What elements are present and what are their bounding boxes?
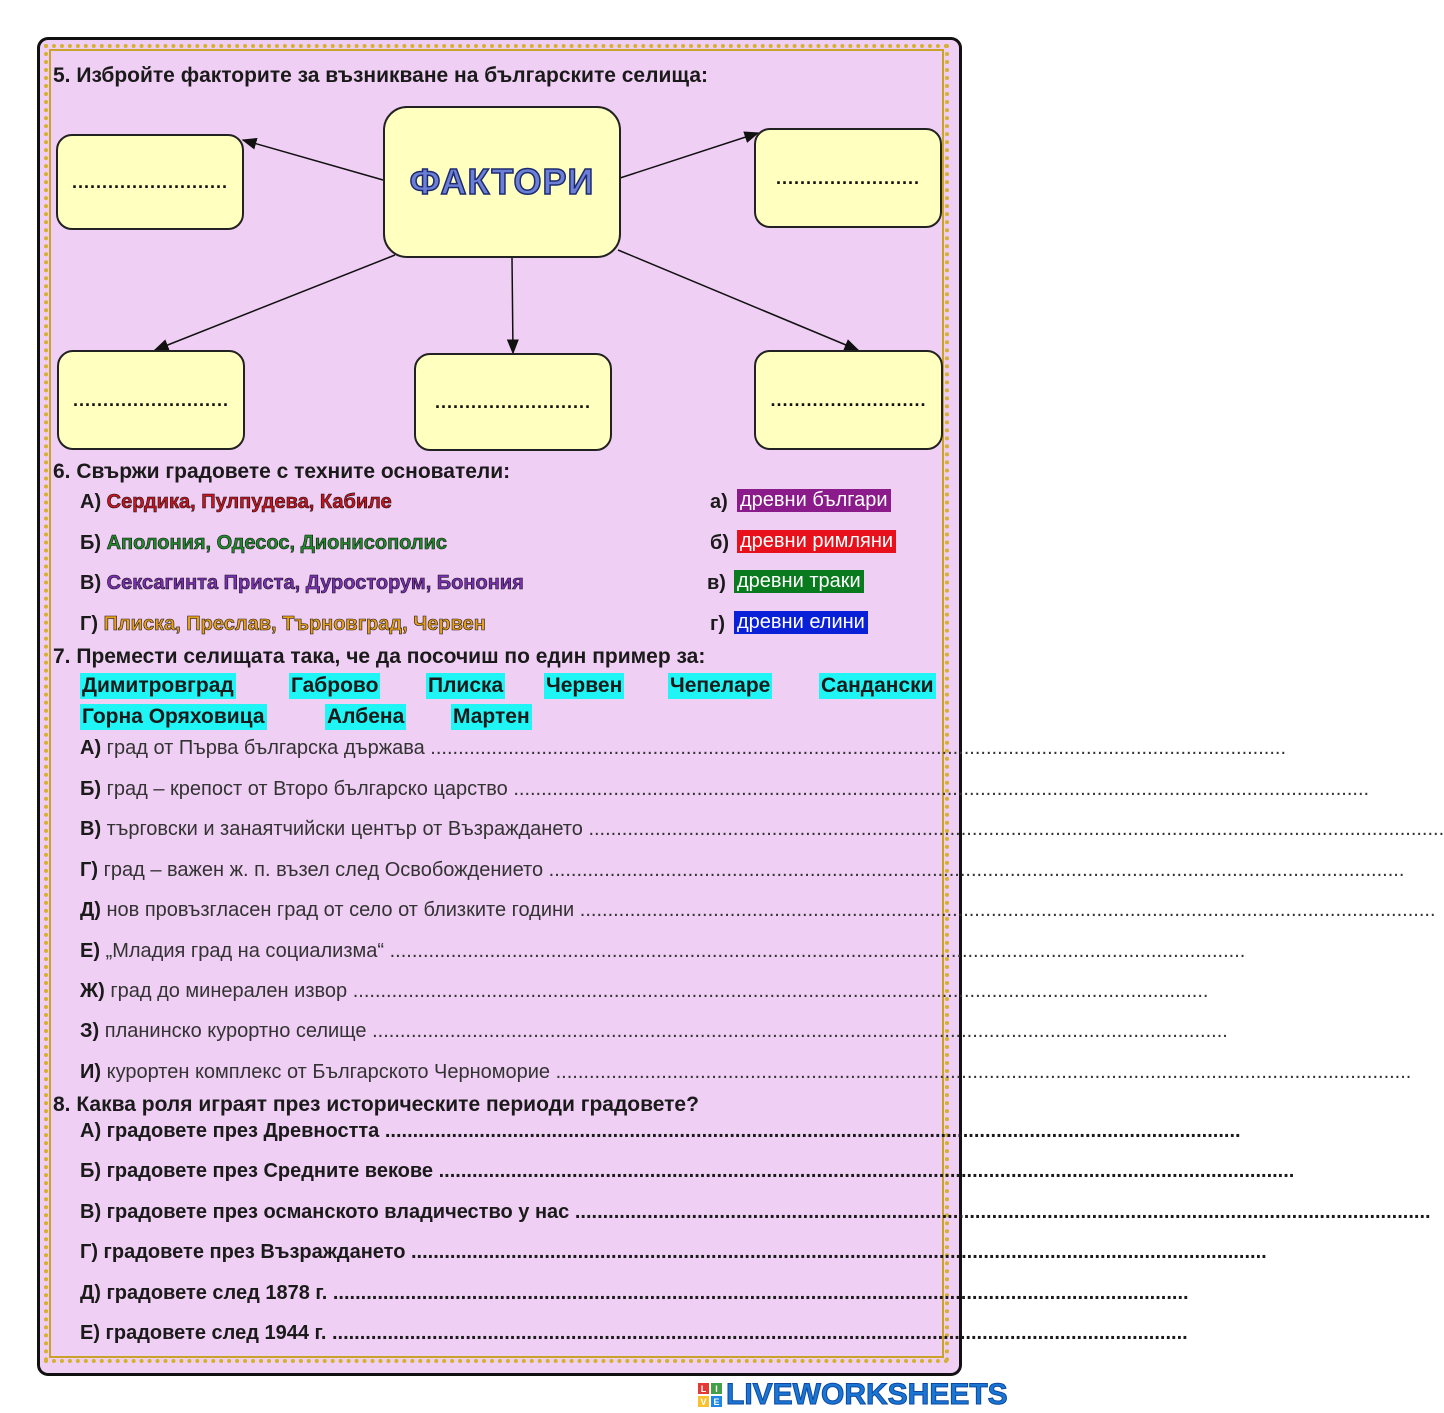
chip-pliska[interactable]: Плиска bbox=[428, 674, 504, 697]
q6-title: 6. Свържи градовете с техните основатели: bbox=[53, 460, 511, 483]
q6-cities-a: Сердика, Пулпудева, Кабиле bbox=[106, 491, 392, 513]
factor-box-4[interactable] bbox=[414, 353, 612, 451]
arrow-top-right bbox=[620, 133, 758, 178]
q6-answer-label-c: в) bbox=[707, 572, 726, 594]
q6-cities-b: Аполония, Одесос, Дионисополис bbox=[106, 532, 447, 554]
q7-item-e[interactable]: Д) нов провъзгласен град от село от близките години .......................................................................................................................................................... bbox=[80, 899, 1436, 921]
q5-title: 5. Избройте факторите за възникване на българските селища: bbox=[53, 64, 708, 87]
q7-title: 7. Премести селищата така, че да посочиш по един пример за: bbox=[53, 645, 706, 668]
arrow-bottom-right bbox=[618, 250, 858, 350]
factors-center-box bbox=[383, 106, 621, 258]
chip-dimitrovgrad[interactable]: Димитровград bbox=[82, 674, 234, 697]
factor-input-1[interactable]: .......................... bbox=[71, 171, 229, 192]
q7-item-a[interactable]: А) град от Първа българска държава .......................................................................................................................................................... bbox=[80, 737, 1287, 759]
q6-answer-c[interactable]: древни траки bbox=[734, 570, 864, 593]
factor-input-2[interactable]: ........................ bbox=[775, 167, 921, 188]
q8-item-b[interactable]: Б) градовете през Средните векове .......................................................................................................................................................... bbox=[80, 1160, 1295, 1182]
factor-input-5[interactable]: .......................... bbox=[770, 389, 927, 410]
q6-row-d: Г) Плиска, Преслав, Търновград, Червен bbox=[80, 613, 486, 635]
q7-item-c[interactable]: В) търговски и занаятчийски център от Възраждането .......................................................................................................................................................... bbox=[80, 818, 1444, 840]
q7-item-d[interactable]: Г) град – важен ж. п. възел след Освобождението .......................................................................................................................................................... bbox=[80, 859, 1405, 881]
q6-row-b: Б) Аполония, Одесос, Дионисополис bbox=[80, 532, 447, 554]
q6-answer-d[interactable]: древни елини bbox=[734, 611, 868, 634]
liveworksheets-logo[interactable] bbox=[698, 1378, 1008, 1412]
chip-marten[interactable]: Мартен bbox=[453, 705, 530, 728]
q8-item-f[interactable]: Е) градовете след 1944 г. .......................................................................................................................................................... bbox=[80, 1322, 1188, 1344]
q7-item-f[interactable]: Е) „Младия град на социализма“ .......................................................................................................................................................... bbox=[80, 940, 1246, 962]
arrow-top-left bbox=[243, 140, 383, 180]
q6-row-c: В) Сексагинта Приста, Дуросторум, Бонония bbox=[80, 572, 524, 594]
q7-item-g[interactable]: Ж) град до минерален извор .......................................................................................................................................................... bbox=[80, 980, 1209, 1002]
q7-item-b[interactable]: Б) град – крепост от Второ българско царство .......................................................................................................................................................... bbox=[80, 778, 1370, 800]
chip-chepelare[interactable]: Чепеларе bbox=[670, 674, 771, 697]
q6-cities-c: Сексагинта Приста, Дуросторум, Бонония bbox=[106, 572, 524, 594]
q6-answer-a[interactable]: древни българи bbox=[737, 489, 891, 512]
chip-cherven[interactable]: Червен bbox=[546, 674, 623, 697]
q8-item-e[interactable]: Д) градовете след 1878 г. .......................................................................................................................................................... bbox=[80, 1282, 1189, 1304]
arrow-bottom-center bbox=[512, 257, 513, 353]
q6-answer-b[interactable]: древни римляни bbox=[737, 530, 896, 553]
factors-title: ФАКТОРИ bbox=[409, 161, 595, 202]
factor-box-5[interactable] bbox=[754, 350, 943, 450]
logo-grid-icon: L I V E bbox=[698, 1383, 722, 1407]
q7-item-i[interactable]: И) курортен комплекс от Българското Черноморие .......................................................................................................................................................... bbox=[80, 1061, 1412, 1083]
logo-text: LIVEWORKSHEETS bbox=[726, 1378, 1008, 1411]
factor-box-1[interactable] bbox=[56, 134, 244, 230]
q6-row-a: А) Сердика, Пулпудева, Кабиле bbox=[80, 491, 392, 513]
factor-box-3[interactable] bbox=[57, 350, 245, 450]
q6-answer-label-d: г) bbox=[710, 613, 725, 635]
factor-input-4[interactable]: .......................... bbox=[434, 391, 592, 412]
q6-cities-d: Плиска, Преслав, Търновград, Червен bbox=[103, 613, 486, 635]
q8-item-d[interactable]: Г) градовете през Възраждането .......................................................................................................................................................... bbox=[80, 1241, 1267, 1263]
q8-item-a[interactable]: А) градовете през Древността .......................................................................................................................................................... bbox=[80, 1120, 1241, 1142]
q6-answer-label-a: а) bbox=[710, 491, 728, 513]
q7-item-h[interactable]: З) планинско курортно селище .......................................................................................................................................................... bbox=[80, 1020, 1228, 1042]
chip-gorna-oryahovitsa[interactable]: Горна Оряховица bbox=[82, 705, 265, 728]
factor-input-3[interactable]: .......................... bbox=[72, 389, 230, 410]
arrow-bottom-left bbox=[155, 255, 395, 350]
chip-gabrovo[interactable]: Габрово bbox=[291, 674, 379, 697]
q8-title: 8. Каква роля играят през историческите периоди градовете? bbox=[53, 1093, 699, 1116]
chip-sandanski[interactable]: Сандански bbox=[821, 674, 934, 697]
q8-item-c[interactable]: В) градовете през османското владичество у нас .......................................................................................................................................................... bbox=[80, 1201, 1431, 1223]
chip-albena[interactable]: Албена bbox=[327, 705, 405, 728]
factor-box-2[interactable] bbox=[754, 128, 942, 228]
q6-answer-label-b: б) bbox=[710, 532, 730, 554]
